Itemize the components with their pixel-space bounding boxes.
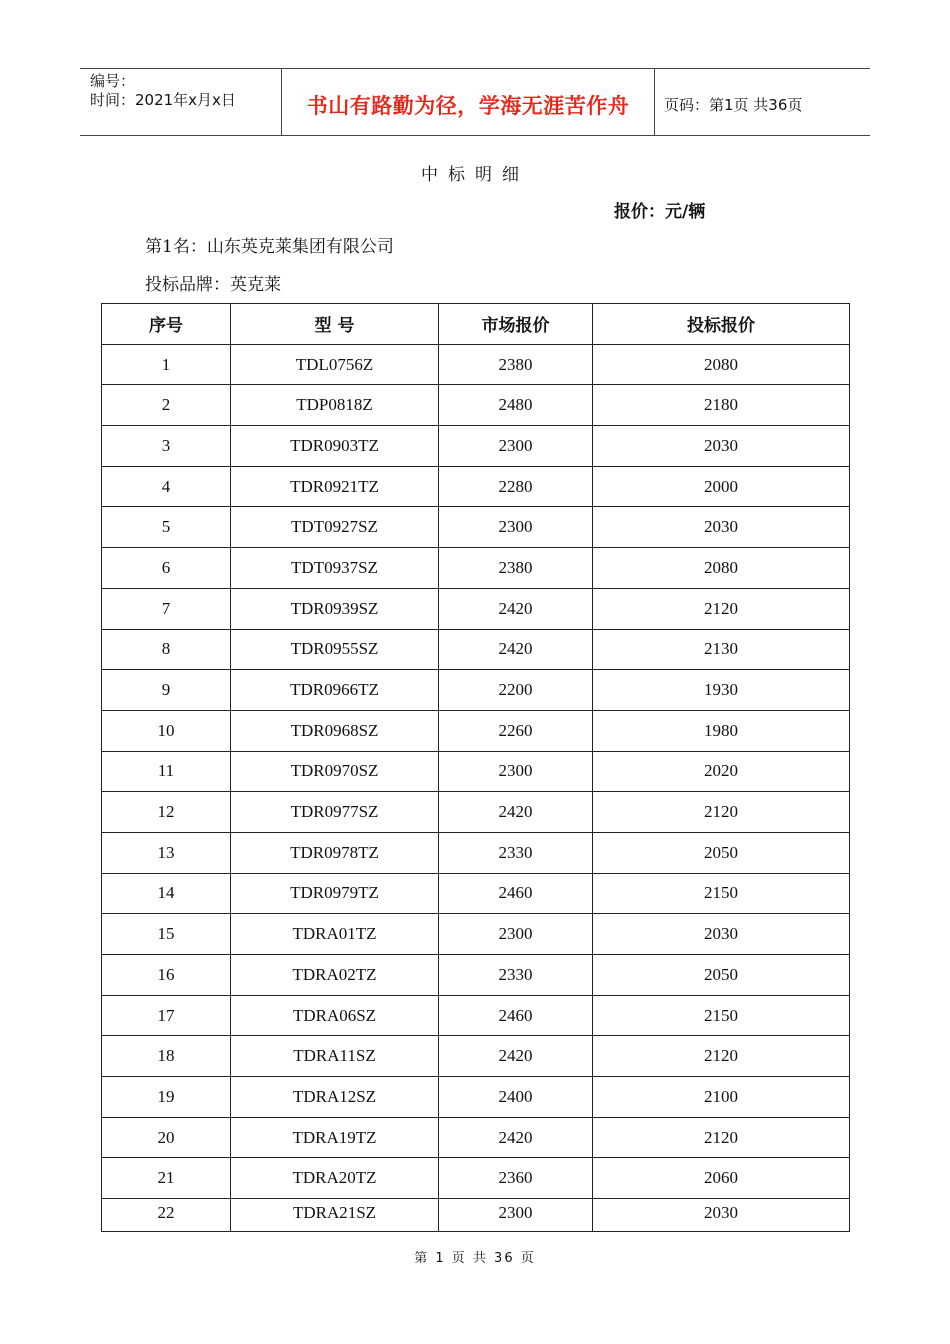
cell-market-price: 2360 bbox=[439, 1158, 593, 1199]
column-header-model: 型 号 bbox=[231, 304, 439, 345]
table-row bbox=[102, 995, 850, 1036]
cell-seq: 21 bbox=[102, 1158, 231, 1199]
header-motto: 书山有路勤为径，学海无涯苦作舟 bbox=[306, 94, 630, 118]
table-row bbox=[102, 792, 850, 833]
cell-bid-price: 2030 bbox=[593, 507, 850, 548]
cell-model: TDRA01TZ bbox=[231, 914, 439, 955]
cell-seq: 22 bbox=[102, 1199, 231, 1232]
table-row bbox=[102, 344, 850, 385]
cell-seq: 7 bbox=[102, 588, 231, 629]
table-row bbox=[102, 710, 850, 751]
cell-seq: 19 bbox=[102, 1077, 231, 1118]
cell-seq: 14 bbox=[102, 873, 231, 914]
header-divider-right bbox=[654, 69, 655, 135]
cell-seq: 1 bbox=[102, 344, 231, 385]
header-meta bbox=[90, 72, 236, 110]
cell-bid-price: 2050 bbox=[593, 832, 850, 873]
cell-bid-price: 2100 bbox=[593, 1077, 850, 1118]
cell-seq: 4 bbox=[102, 466, 231, 507]
table-row bbox=[102, 955, 850, 996]
cell-model: TDR0921TZ bbox=[231, 466, 439, 507]
table-row bbox=[102, 832, 850, 873]
cell-market-price: 2300 bbox=[439, 426, 593, 467]
header-top-rule bbox=[80, 68, 870, 69]
cell-bid-price: 2120 bbox=[593, 1036, 850, 1077]
brand-line: 投标品牌：英克莱 bbox=[145, 275, 281, 295]
cell-market-price: 2300 bbox=[439, 914, 593, 955]
cell-seq: 3 bbox=[102, 426, 231, 467]
cell-bid-price: 2120 bbox=[593, 1117, 850, 1158]
cell-model: TDRA11SZ bbox=[231, 1036, 439, 1077]
cell-market-price: 2480 bbox=[439, 385, 593, 426]
cell-bid-price: 1930 bbox=[593, 670, 850, 711]
cell-bid-price: 1980 bbox=[593, 710, 850, 751]
cell-market-price: 2200 bbox=[439, 670, 593, 711]
cell-bid-price: 2120 bbox=[593, 792, 850, 833]
document-title: 中标明细 bbox=[421, 165, 529, 185]
cell-seq: 18 bbox=[102, 1036, 231, 1077]
cell-market-price: 2460 bbox=[439, 873, 593, 914]
cell-seq: 13 bbox=[102, 832, 231, 873]
column-header-market-price: 市场报价 bbox=[439, 304, 593, 345]
cell-model: TDT0937SZ bbox=[231, 548, 439, 589]
cell-model: TDP0818Z bbox=[231, 385, 439, 426]
column-header-bid-price: 投标报价 bbox=[593, 304, 850, 345]
header-bottom-rule bbox=[80, 135, 870, 136]
cell-seq: 9 bbox=[102, 670, 231, 711]
table-row bbox=[102, 1158, 850, 1199]
cell-seq: 15 bbox=[102, 914, 231, 955]
cell-bid-price: 2060 bbox=[593, 1158, 850, 1199]
cell-bid-price: 2150 bbox=[593, 873, 850, 914]
table-row bbox=[102, 1036, 850, 1077]
cell-model: TDR0939SZ bbox=[231, 588, 439, 629]
cell-bid-price: 2150 bbox=[593, 995, 850, 1036]
table-row bbox=[102, 751, 850, 792]
table-row bbox=[102, 466, 850, 507]
table-body bbox=[102, 344, 850, 1231]
header-number-label: 编号： bbox=[90, 72, 136, 90]
column-header-seq: 序号 bbox=[102, 304, 231, 345]
cell-market-price: 2380 bbox=[439, 548, 593, 589]
cell-market-price: 2420 bbox=[439, 792, 593, 833]
table-header-row bbox=[102, 304, 850, 345]
cell-model: TDR0970SZ bbox=[231, 751, 439, 792]
price-unit-label: 报价：元/辆 bbox=[614, 202, 706, 222]
table-row bbox=[102, 426, 850, 467]
table-row bbox=[102, 548, 850, 589]
table-row bbox=[102, 1199, 850, 1232]
table-row bbox=[102, 629, 850, 670]
cell-model: TDT0927SZ bbox=[231, 507, 439, 548]
cell-model: TDRA19TZ bbox=[231, 1117, 439, 1158]
cell-market-price: 2330 bbox=[439, 832, 593, 873]
cell-market-price: 2420 bbox=[439, 629, 593, 670]
cell-seq: 10 bbox=[102, 710, 231, 751]
cell-seq: 6 bbox=[102, 548, 231, 589]
cell-seq: 8 bbox=[102, 629, 231, 670]
cell-model: TDRA12SZ bbox=[231, 1077, 439, 1118]
cell-market-price: 2300 bbox=[439, 507, 593, 548]
cell-seq: 11 bbox=[102, 751, 231, 792]
cell-market-price: 2420 bbox=[439, 1117, 593, 1158]
cell-seq: 2 bbox=[102, 385, 231, 426]
page-footer: 第 1 页 共 36 页 bbox=[414, 1251, 536, 1266]
cell-model: TDRA20TZ bbox=[231, 1158, 439, 1199]
cell-model: TDRA06SZ bbox=[231, 995, 439, 1036]
cell-model: TDR0966TZ bbox=[231, 670, 439, 711]
cell-seq: 20 bbox=[102, 1117, 231, 1158]
header-time-label: 时间：2021年x月x日 bbox=[90, 91, 236, 109]
table-row bbox=[102, 588, 850, 629]
cell-bid-price: 2120 bbox=[593, 588, 850, 629]
cell-model: TDRA21SZ bbox=[231, 1199, 439, 1232]
cell-market-price: 2300 bbox=[439, 751, 593, 792]
bid-table bbox=[101, 303, 850, 1232]
cell-market-price: 2260 bbox=[439, 710, 593, 751]
cell-market-price: 2300 bbox=[439, 1199, 593, 1232]
cell-model: TDR0903TZ bbox=[231, 426, 439, 467]
cell-bid-price: 2050 bbox=[593, 955, 850, 996]
table-row bbox=[102, 1117, 850, 1158]
cell-seq: 17 bbox=[102, 995, 231, 1036]
cell-model: TDL0756Z bbox=[231, 344, 439, 385]
cell-seq: 12 bbox=[102, 792, 231, 833]
cell-market-price: 2280 bbox=[439, 466, 593, 507]
cell-model: TDR0955SZ bbox=[231, 629, 439, 670]
cell-market-price: 2420 bbox=[439, 1036, 593, 1077]
table-row bbox=[102, 914, 850, 955]
cell-bid-price: 2080 bbox=[593, 344, 850, 385]
cell-bid-price: 2180 bbox=[593, 385, 850, 426]
cell-market-price: 2400 bbox=[439, 1077, 593, 1118]
cell-seq: 5 bbox=[102, 507, 231, 548]
table-row bbox=[102, 1077, 850, 1118]
cell-bid-price: 2030 bbox=[593, 1199, 850, 1232]
cell-bid-price: 2030 bbox=[593, 426, 850, 467]
table-row bbox=[102, 385, 850, 426]
header-page-info: 页码：第1页 共36页 bbox=[664, 96, 803, 114]
cell-seq: 16 bbox=[102, 955, 231, 996]
cell-market-price: 2420 bbox=[439, 588, 593, 629]
cell-bid-price: 2080 bbox=[593, 548, 850, 589]
cell-model: TDR0978TZ bbox=[231, 832, 439, 873]
cell-model: TDR0977SZ bbox=[231, 792, 439, 833]
cell-model: TDRA02TZ bbox=[231, 955, 439, 996]
cell-bid-price: 2130 bbox=[593, 629, 850, 670]
table-row bbox=[102, 507, 850, 548]
table-row bbox=[102, 873, 850, 914]
cell-bid-price: 2030 bbox=[593, 914, 850, 955]
cell-model: TDR0968SZ bbox=[231, 710, 439, 751]
cell-market-price: 2330 bbox=[439, 955, 593, 996]
cell-market-price: 2460 bbox=[439, 995, 593, 1036]
cell-model: TDR0979TZ bbox=[231, 873, 439, 914]
rank-line: 第1名：山东英克莱集团有限公司 bbox=[145, 237, 394, 257]
table-row bbox=[102, 670, 850, 711]
cell-bid-price: 2000 bbox=[593, 466, 850, 507]
cell-market-price: 2380 bbox=[439, 344, 593, 385]
cell-bid-price: 2020 bbox=[593, 751, 850, 792]
